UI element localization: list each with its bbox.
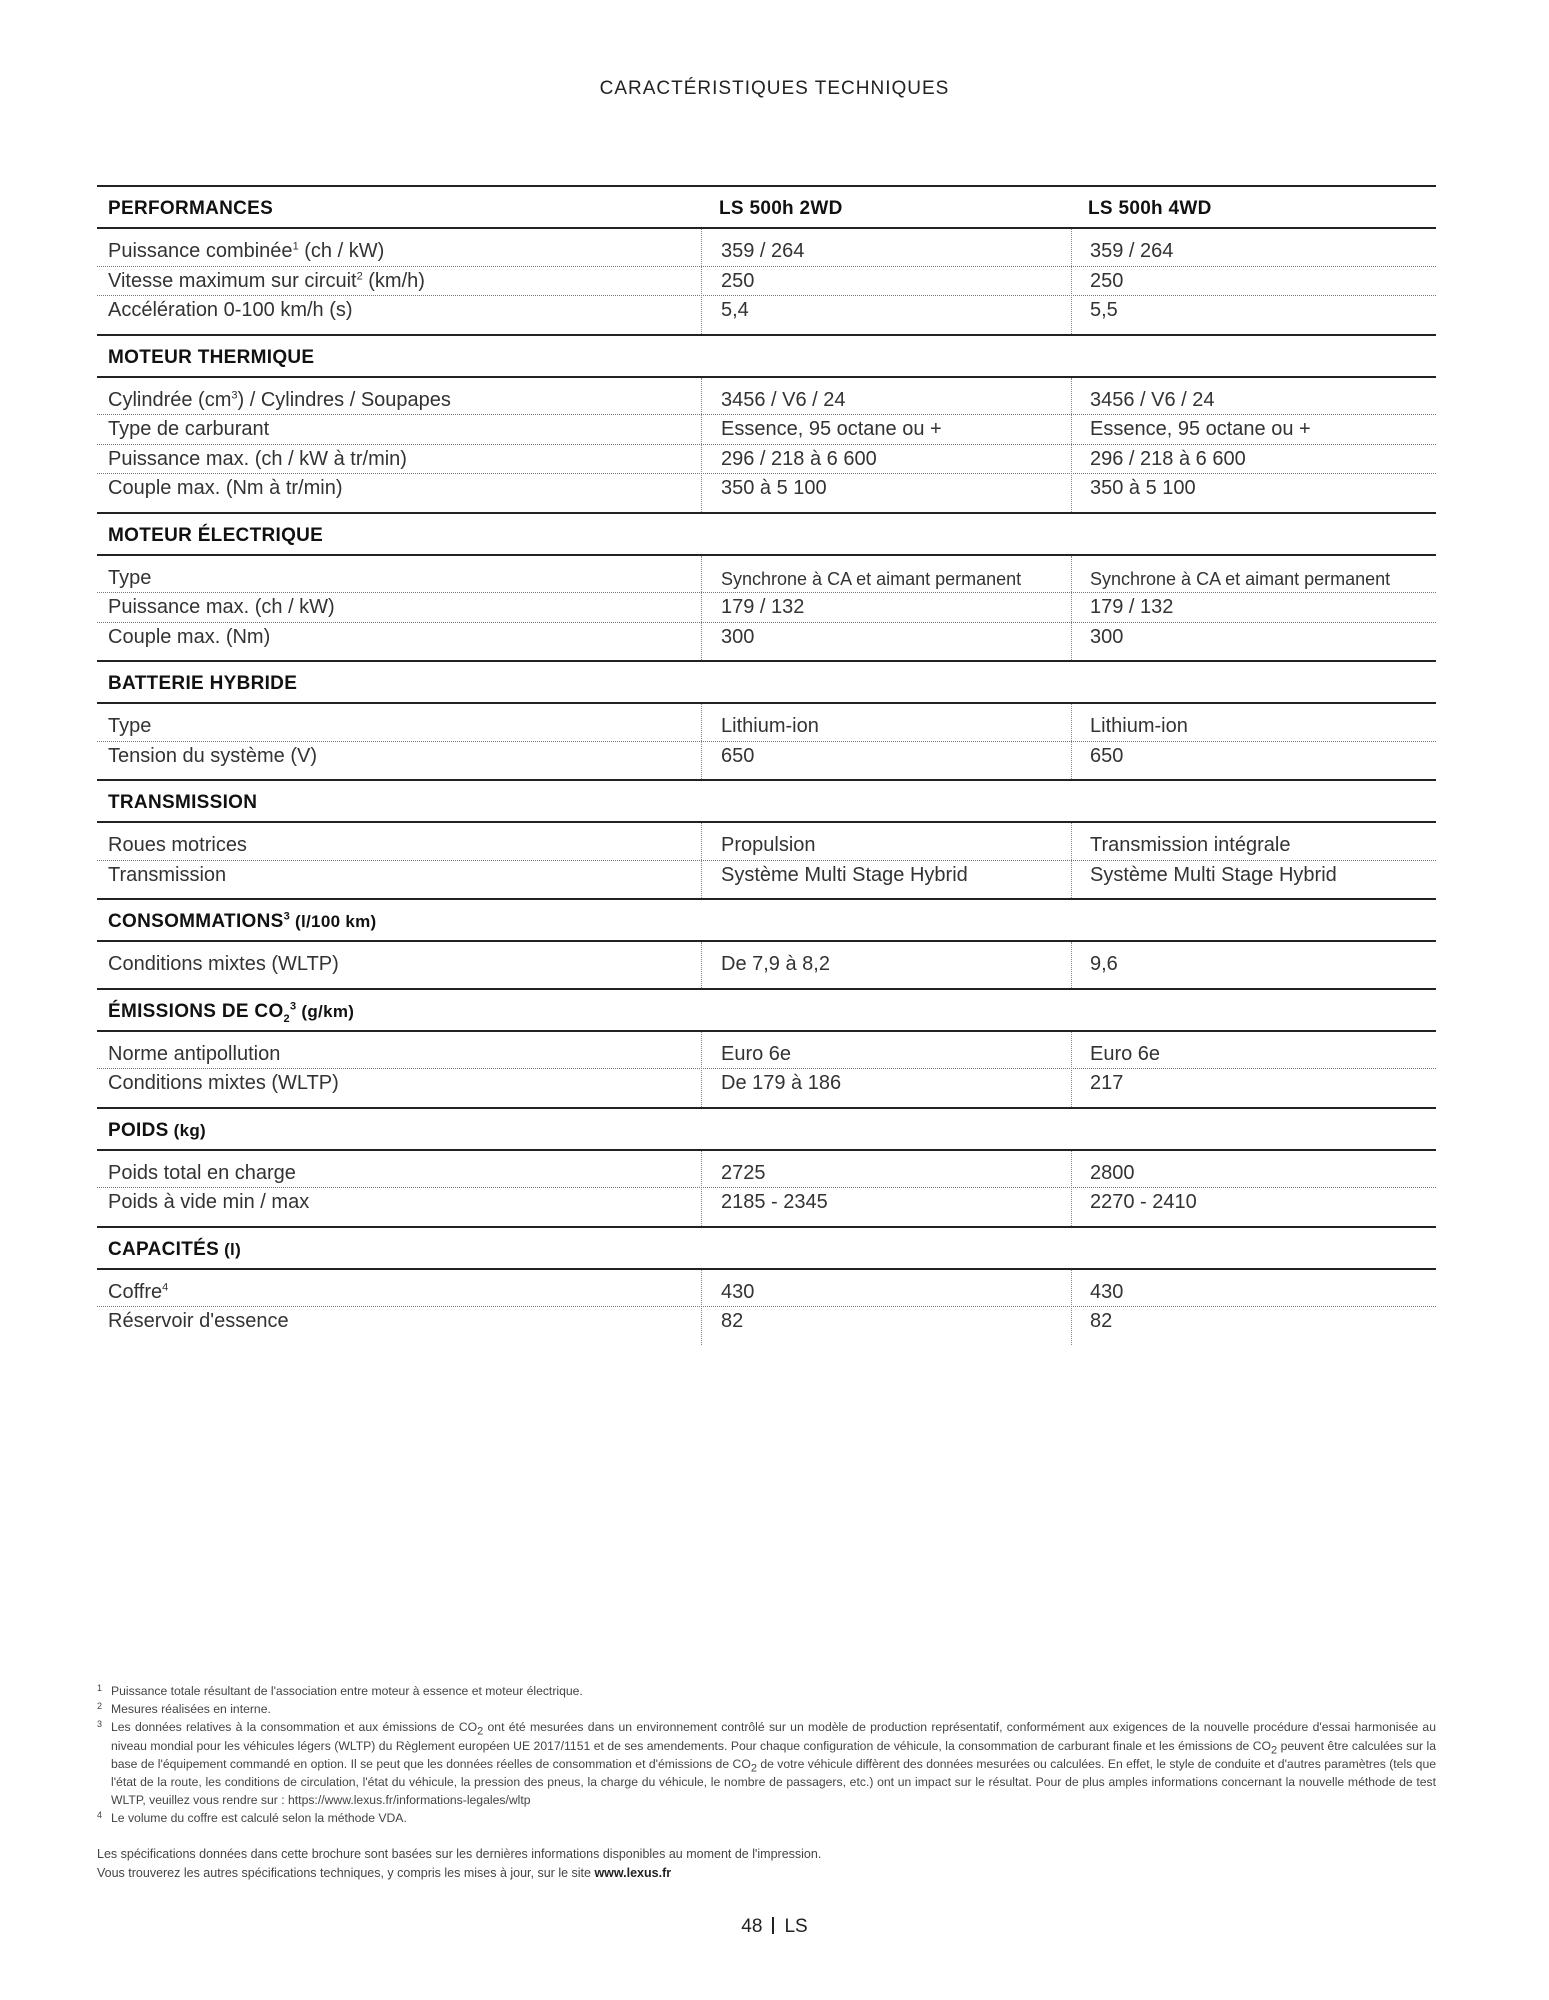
- spec-label-text: Roues motrices: [108, 834, 247, 856]
- spec-label-text: Conditions mixtes (WLTP): [108, 953, 339, 975]
- section-rows: [97, 704, 1436, 779]
- spec-row: [97, 742, 1436, 772]
- spec-label-text: Type de carburant: [108, 418, 270, 440]
- section-header: [97, 185, 1436, 229]
- spec-section: [97, 660, 1436, 779]
- section-title: [108, 1239, 241, 1261]
- spec-value-4wd: 350 à 5 100: [1090, 477, 1196, 499]
- section-title: [108, 792, 257, 814]
- section-title-unit: (l/100 km): [290, 912, 377, 931]
- section-header: [97, 779, 1436, 823]
- spec-label-text: Type: [108, 715, 152, 737]
- disclaimer: [97, 1845, 1436, 1883]
- disclaimer-line-1: Les spécifications données dans cette brochure sont basées sur les dernières informations disponibles au moment de l'impression.: [97, 1847, 822, 1861]
- footnotes: [97, 1682, 1436, 1828]
- column-separator: [701, 1032, 702, 1107]
- spec-value-4wd: Lithium-ion: [1090, 715, 1188, 737]
- spec-value-4wd: 179 / 132: [1090, 596, 1174, 618]
- column-header-4wd: LS 500h 4WD: [1088, 198, 1212, 219]
- spec-label: [108, 418, 269, 441]
- section-header: [97, 1107, 1436, 1151]
- rows-list: [97, 1270, 1436, 1345]
- spec-value-4wd: 9,6: [1090, 953, 1118, 975]
- disclaimer-text: Vous trouverez les autres spécifications techniques, y compris les mises à jour, sur le site: [97, 1866, 595, 1880]
- spec-label: [108, 864, 226, 887]
- spec-row: [97, 1040, 1436, 1070]
- section-rows: [97, 823, 1436, 898]
- spec-value-2wd: 82: [721, 1310, 744, 1332]
- spec-value-2wd: Propulsion: [721, 834, 816, 856]
- rows-list: [97, 704, 1436, 779]
- column-separator: [1071, 823, 1072, 898]
- section-title: [108, 911, 376, 933]
- spec-value-4wd: Système Multi Stage Hybrid: [1090, 863, 1337, 886]
- section-rows: [97, 1151, 1436, 1226]
- footnote-text: ont été mesurées dans un environnement contrôlé sur un modèle de production représentatif, conformément aux exigences de la nouvelle procédure d'essai harmonisée au niveau mondial pour les véhicules légers (WLTP) du Règlement européen UE 2017/1151 et de ses amendements. Pour chaque configuration de véhicule, la consommation de carburant finale et les émissions de CO: [111, 1720, 1436, 1753]
- footnote-4: [97, 1809, 1436, 1827]
- disclaimer-line-2: [97, 1864, 1436, 1883]
- spec-label: [108, 1310, 289, 1333]
- spec-value-4wd: 296 / 218 à 6 600: [1090, 447, 1246, 470]
- section-title-text: MOTEUR ÉLECTRIQUE: [108, 524, 324, 546]
- footnote-subscript: 2: [750, 1762, 757, 1775]
- spec-row: [97, 593, 1436, 623]
- spec-label: [108, 567, 151, 590]
- section-title: [108, 673, 297, 695]
- spec-label-unit: (km/h): [362, 269, 425, 292]
- section-title-unit: (l): [219, 1239, 242, 1259]
- footnote-text: Le volume du coffre est calculé selon la méthode VDA.: [111, 1811, 407, 1826]
- spec-row: [97, 1278, 1436, 1308]
- section-header: [97, 660, 1436, 704]
- footnote-number: 3: [97, 1719, 103, 1730]
- rows-list: [97, 823, 1436, 898]
- spec-row: [97, 267, 1436, 297]
- spec-value-2wd: 3456 / V6 / 24: [721, 388, 846, 411]
- section-title: [108, 525, 323, 547]
- spec-section: [97, 1107, 1436, 1226]
- page-number: 48: [741, 1916, 763, 1937]
- spec-value-4wd: 5,5: [1090, 299, 1118, 321]
- spec-row: [97, 445, 1436, 475]
- spec-value-2wd: 2185 - 2345: [721, 1191, 828, 1213]
- spec-label-text: Vitesse maximum sur circuit: [108, 269, 357, 292]
- section-header: [97, 1226, 1436, 1270]
- section-title-text: MOTEUR THERMIQUE: [108, 346, 315, 368]
- spec-label: [108, 299, 353, 322]
- spec-label-superscript: 3: [231, 388, 238, 401]
- section-header: [97, 512, 1436, 556]
- spec-value-4wd: 430: [1090, 1280, 1124, 1303]
- section-title: [108, 347, 314, 369]
- footer-divider: [772, 1917, 774, 1934]
- spec-value-4wd: 2800: [1090, 1161, 1135, 1184]
- spec-value-2wd: 650: [721, 744, 755, 767]
- rows-list: [97, 556, 1436, 661]
- footnote-number: 1: [97, 1683, 103, 1693]
- column-separator: [701, 942, 702, 988]
- spec-label-text: Coffre: [108, 1280, 163, 1303]
- section-title-superscript: 3: [283, 910, 291, 923]
- section-rows: [97, 942, 1436, 988]
- footnote-text: Les données relatives à la consommation et aux émissions de CO: [111, 1720, 478, 1735]
- section-rows: [97, 556, 1436, 661]
- spec-table: [97, 185, 1436, 1345]
- spec-value-2wd: 350 à 5 100: [721, 477, 827, 499]
- column-separator: [701, 1151, 702, 1226]
- section-title: [108, 1120, 206, 1142]
- spec-label-unit: (ch / kW): [298, 240, 385, 262]
- spec-label-text: Puissance max. (ch / kW à tr/min): [108, 447, 407, 470]
- section-header: [97, 898, 1436, 942]
- rows-list: [97, 1032, 1436, 1107]
- footnote-2: [97, 1700, 1436, 1718]
- spec-label: [108, 240, 384, 263]
- spec-value-4wd: Transmission intégrale: [1090, 834, 1291, 856]
- spec-value-4wd: 2270 - 2410: [1090, 1191, 1197, 1213]
- section-title-text: ÉMISSIONS DE CO: [108, 1000, 284, 1022]
- footnote-number: 4: [97, 1810, 103, 1821]
- spec-row: [97, 237, 1436, 267]
- spec-label: [108, 448, 407, 471]
- spec-value-4wd: 250: [1090, 269, 1124, 292]
- spec-value-2wd: 430: [721, 1280, 755, 1303]
- spec-label: [108, 1191, 309, 1214]
- spec-value-2wd: De 179 à 186: [721, 1072, 842, 1094]
- spec-label-text: Cylindrée (cm: [108, 388, 232, 411]
- column-separator: [701, 704, 702, 779]
- spec-label: [108, 270, 425, 293]
- spec-row: [97, 386, 1436, 416]
- section-title-text: POIDS: [108, 1119, 169, 1141]
- footnote-text: peuvent être calculées sur la base de l'équipement commandé en option. Il se peut que les données réelles de consommation et d'émissions de CO: [111, 1738, 1437, 1771]
- column-separator: [701, 229, 702, 334]
- spec-label-text: Conditions mixtes (WLTP): [108, 1072, 339, 1094]
- spec-label: [108, 389, 451, 412]
- spec-row: [97, 623, 1436, 653]
- column-separator: [1071, 1032, 1072, 1107]
- spec-label-superscript: 1: [292, 240, 299, 253]
- spec-row: [97, 861, 1436, 891]
- spec-row: [97, 564, 1436, 594]
- spec-row: [97, 1069, 1436, 1099]
- spec-row: [97, 1159, 1436, 1189]
- spec-label: [108, 834, 247, 857]
- spec-label: [108, 715, 151, 738]
- spec-value-2wd: Synchrone à CA et aimant permanent: [721, 568, 1022, 589]
- section-header: [97, 988, 1436, 1032]
- spec-label-text: Poids total en charge: [108, 1161, 296, 1184]
- spec-row: [97, 712, 1436, 742]
- spec-label-text: Couple max. (Nm): [108, 625, 271, 648]
- spec-value-2wd: 300: [721, 625, 755, 648]
- spec-value-4wd: Euro 6e: [1090, 1042, 1161, 1065]
- spec-label: [108, 745, 317, 768]
- section-title-text: BATTERIE HYBRIDE: [108, 673, 298, 694]
- spec-label: [108, 596, 335, 619]
- spec-value-2wd: 2725: [721, 1161, 766, 1184]
- spec-label-text: Transmission: [108, 863, 227, 886]
- section-title-unit: (g/km): [296, 1001, 355, 1021]
- section-title-unit: (kg): [168, 1120, 207, 1140]
- spec-value-2wd: Euro 6e: [721, 1042, 792, 1065]
- column-separator: [701, 556, 702, 661]
- footnote-1: [97, 1682, 1436, 1700]
- spec-label: [108, 1281, 168, 1304]
- spec-value-4wd: 82: [1090, 1310, 1113, 1332]
- footnote-text: de votre véhicule diffèrent des données mesurées ou calculées. En effet, le style de conduite et d'autres paramètres (tels que l'état de la route, les conditions de circulation, l'état du véhicule, la pression des pneus, la charge du véhicule, le nombre de passagers, etc.) ont un impact sur le résultat. Pour de plus amples informations concernant la nouvelle méthode de test WLTP, veuillez vous rendre sur : https://www.lexus.fr/informations-legales/wltp: [111, 1756, 1437, 1808]
- spec-value-4wd: 650: [1090, 744, 1124, 767]
- spec-section: [97, 334, 1436, 512]
- spec-value-2wd: 250: [721, 269, 755, 292]
- section-title-subscript: 2: [283, 1012, 290, 1025]
- column-separator: [1071, 704, 1072, 779]
- spec-label: [108, 1043, 280, 1066]
- spec-label-text: Norme antipollution: [108, 1042, 281, 1065]
- spec-value-2wd: 5,4: [721, 299, 749, 321]
- footnote-3: [97, 1718, 1436, 1809]
- spec-row: [97, 415, 1436, 445]
- spec-label-unit: ) / Cylindres / Soupapes: [237, 388, 451, 411]
- section-title-text: TRANSMISSION: [108, 792, 258, 813]
- spec-value-2wd: 359 / 264: [721, 240, 805, 262]
- section-title-text: CONSOMMATIONS: [108, 911, 284, 932]
- spec-label: [108, 1072, 339, 1095]
- footnote-subscript: 2: [1271, 1744, 1278, 1757]
- column-separator: [1071, 942, 1072, 988]
- column-separator: [1071, 1270, 1072, 1345]
- spec-label: [108, 953, 339, 976]
- section-rows: [97, 1032, 1436, 1107]
- footnote-text: Puissance totale résultant de l'association entre moteur à essence et moteur électrique.: [111, 1684, 583, 1698]
- spec-value-2wd: 296 / 218 à 6 600: [721, 447, 877, 470]
- column-separator: [1071, 1151, 1072, 1226]
- spec-section: [97, 898, 1436, 988]
- spec-label-text: Couple max. (Nm à tr/min): [108, 477, 343, 499]
- section-rows: [97, 1270, 1436, 1345]
- spec-row: [97, 1307, 1436, 1337]
- spec-section: [97, 779, 1436, 898]
- spec-row: [97, 950, 1436, 980]
- spec-value-4wd: Essence, 95 octane ou +: [1090, 418, 1311, 440]
- rows-list: [97, 1151, 1436, 1226]
- footnote-number: 2: [97, 1701, 103, 1712]
- spec-value-2wd: 179 / 132: [721, 596, 805, 618]
- rows-list: [97, 229, 1436, 334]
- column-separator: [1071, 378, 1072, 512]
- spec-value-4wd: 217: [1090, 1072, 1124, 1094]
- section-title-text: PERFORMANCES: [108, 198, 274, 219]
- footnote-subscript: 2: [477, 1725, 484, 1738]
- spec-row: [97, 296, 1436, 326]
- page-title: CARACTÉRISTIQUES TECHNIQUES: [599, 78, 950, 99]
- spec-label-text: Puissance combinée: [108, 240, 293, 262]
- section-rows: [97, 378, 1436, 512]
- spec-label: [108, 1162, 296, 1185]
- spec-value-2wd: Système Multi Stage Hybrid: [721, 863, 968, 886]
- column-separator: [701, 1270, 702, 1345]
- section-rows: [97, 229, 1436, 334]
- spec-value-4wd: Synchrone à CA et aimant permanent: [1090, 568, 1391, 589]
- spec-label: [108, 477, 343, 500]
- rows-list: [97, 942, 1436, 988]
- column-separator: [1071, 556, 1072, 661]
- rows-list: [97, 378, 1436, 512]
- spec-value-4wd: 359 / 264: [1090, 240, 1174, 262]
- footer-model: LS: [784, 1916, 808, 1937]
- column-separator: [1071, 229, 1072, 334]
- spec-value-2wd: Essence, 95 octane ou +: [721, 418, 942, 440]
- spec-row: [97, 831, 1436, 861]
- spec-label-text: Type: [108, 566, 152, 589]
- spec-label-text: Tension du système (V): [108, 744, 317, 767]
- section-title-superscript: 3: [289, 1000, 297, 1013]
- footnote-text: Mesures réalisées en interne.: [111, 1702, 271, 1717]
- spec-label-superscript: 2: [356, 269, 363, 282]
- spec-section: [97, 1226, 1436, 1345]
- column-header-2wd: LS 500h 2WD: [719, 198, 843, 219]
- website-link[interactable]: www.lexus.fr: [594, 1866, 672, 1880]
- section-header: [97, 334, 1436, 378]
- spec-value-4wd: 3456 / V6 / 24: [1090, 388, 1215, 411]
- spec-section: [97, 512, 1436, 661]
- spec-label-text: Réservoir d'essence: [108, 1310, 289, 1332]
- spec-value-4wd: 300: [1090, 625, 1124, 648]
- spec-label: [108, 626, 270, 649]
- spec-value-2wd: De 7,9 à 8,2: [721, 953, 830, 975]
- column-separator: [701, 823, 702, 898]
- spec-label-text: Poids à vide min / max: [108, 1191, 310, 1213]
- section-title-text: CAPACITÉS: [108, 1238, 220, 1260]
- spec-label-text: Puissance max. (ch / kW): [108, 596, 335, 618]
- column-separator: [701, 378, 702, 512]
- spec-row: [97, 1188, 1436, 1218]
- spec-label-text: Accélération 0-100 km/h (s): [108, 299, 353, 321]
- spec-section: [97, 185, 1436, 334]
- page-footer: [0, 1916, 1549, 1938]
- spec-section: [97, 988, 1436, 1107]
- spec-row: [97, 474, 1436, 504]
- spec-label-superscript: 4: [162, 1280, 169, 1293]
- section-title: [108, 198, 273, 220]
- spec-value-2wd: Lithium-ion: [721, 715, 819, 737]
- section-title: [108, 1001, 354, 1023]
